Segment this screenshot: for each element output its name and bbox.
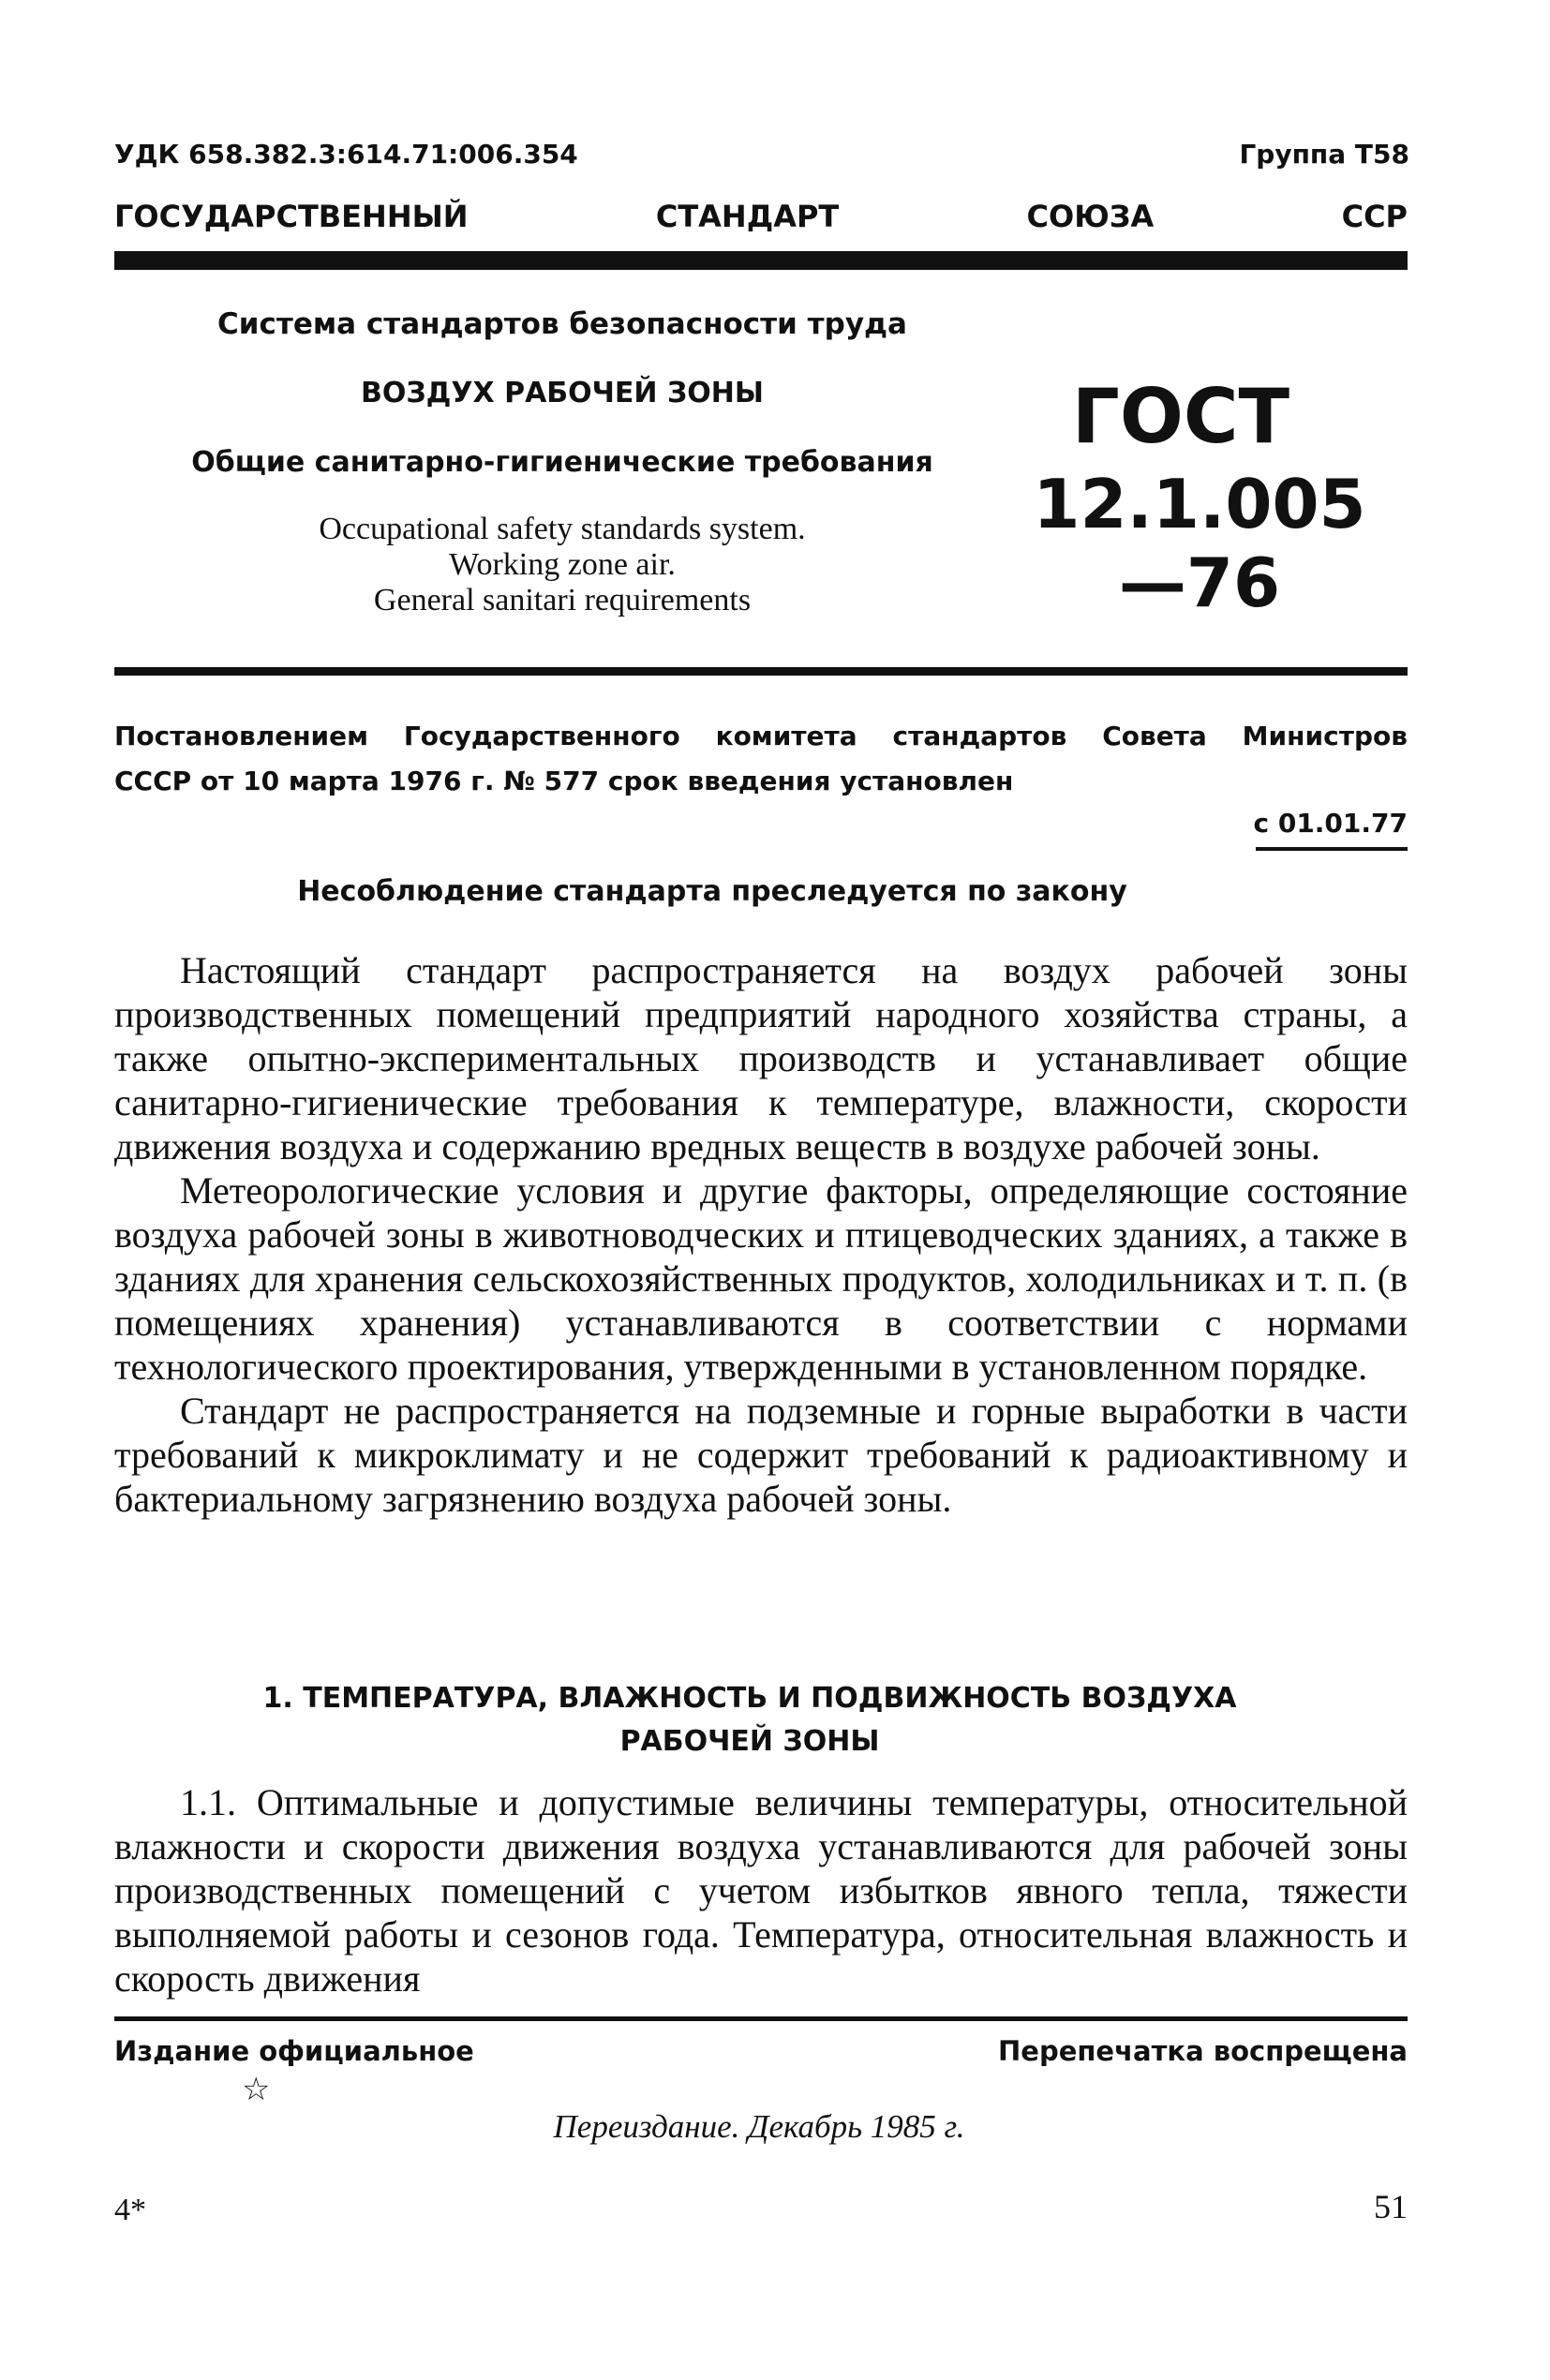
group-code: Группа Т58 [1239, 139, 1409, 170]
decree-word: Совета [1102, 721, 1207, 751]
intro-paragraph: Стандарт не распространяется на подземные и горные выработки в части требований к микроклимату и не содержит требований к радиоактивному и бактериальному загрязнению воздуха рабочей зоны. [114, 1390, 1408, 1520]
intro-paragraph: Настоящий стандарт распространяется на воздух рабочей зоны производственных помещений предприятий народного хозяйства страны, а также опытно-экспериментальных производств и устанавливает общие санитарно-гигиенические требования к температуре, влажности, скорости движения воздуха и содержанию вредных веществ в воздухе рабочей зоны. [114, 949, 1408, 1168]
star-icon: ☆ [242, 2073, 271, 2107]
signature-mark: 4* [114, 2193, 146, 2227]
page-number: 51 [1374, 2188, 1408, 2225]
banner-word: СТАНДАРТ [655, 199, 840, 234]
footer-divider [114, 2016, 1408, 2021]
section-heading-line: РАБОЧЕЙ ЗОНЫ [619, 1725, 880, 1758]
english-title-line: Occupational safety standards system. [319, 512, 806, 546]
banner-word: СОЮЗА [1026, 199, 1155, 234]
title-divider [114, 667, 1408, 676]
decree-line-1 [114, 714, 1408, 759]
decree-text [114, 714, 1408, 804]
header-divider [114, 251, 1408, 270]
official-edition-label: Издание официальное [114, 2035, 474, 2067]
system-title: Система стандартов безопасности труда [217, 307, 907, 341]
document-subtitle: Общие санитарно-гигиенические требования [191, 446, 933, 479]
intro-text [114, 948, 1408, 1521]
document-title: ВОЗДУХ РАБОЧЕЙ ЗОНЫ [361, 377, 764, 409]
paragraph-1-1: 1.1. Оптимальные и допустимые величины температуры, относительной влажности и скорости движения воздуха устанавливаются для рабочей зоны производственных помещений с учетом избытков явного тепла, тяжести выполняемой работы и сезонов года. Температура, относительная влажность и скорость движения [114, 1781, 1408, 2000]
gost-label: ГОСТ [1071, 373, 1290, 460]
section-1-text [114, 1780, 1408, 2001]
decree-word: стандартов [892, 721, 1067, 751]
english-title-line: Working zone air. [449, 547, 676, 582]
section-heading-line: 1. ТЕМПЕРАТУРА, ВЛАЖНОСТЬ И ПОДВИЖНОСТЬ ВОЗДУХА [262, 1682, 1237, 1715]
udk-code: УДК 658.382.3:614.71:006.354 [114, 139, 578, 170]
decree-word: комитета [715, 721, 857, 751]
intro-paragraph: Метеорологические условия и другие факторы, определяющие состояние воздуха рабочей зоны в животноводческих и птицеводческих зданиях, а также в зданиях для хранения сельскохозяйственных продуктов, холодильниках и т. п. (в помещениях хранения) устанавливаются в соответствии с нормами технологического проектирования, утвержденными в установленном порядке. [114, 1169, 1408, 1388]
decree-word: Постановлением [114, 721, 369, 751]
english-title [216, 512, 909, 618]
section-1-heading [187, 1677, 1312, 1763]
effective-date-underline [1256, 847, 1408, 851]
state-standard-banner [114, 199, 1408, 234]
english-title-line: General sanitari requirements [373, 583, 752, 617]
effective-date: с 01.01.77 [1253, 808, 1408, 839]
decree-word: Государственного [403, 721, 680, 751]
noncompliance-notice: Несоблюдение стандарта преследуется по закону [297, 875, 1127, 908]
banner-word: ГОСУДАРСТВЕННЫЙ [114, 199, 469, 234]
decree-word: Министров [1242, 721, 1408, 751]
gost-number: 12.1.005—76 [1033, 465, 1366, 622]
decree-line-2: СССР от 10 марта 1976 г. № 577 срок введения установлен [114, 766, 1014, 796]
reissue-note: Переиздание. Декабрь 1985 г. [553, 2108, 965, 2145]
banner-word: ССР [1341, 199, 1408, 234]
no-reprint-label: Перепечатка воспрещена [998, 2035, 1408, 2067]
